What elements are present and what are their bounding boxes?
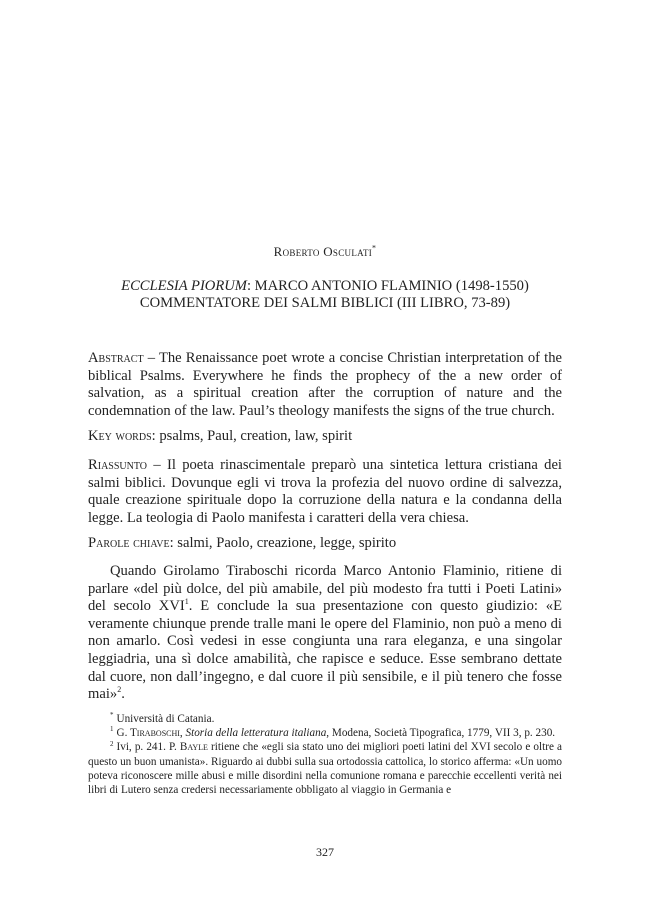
article-title (88, 278, 562, 312)
body-part-3: . (121, 686, 125, 703)
riassunto-label: Riassunto (88, 457, 148, 473)
riassunto-text: – Il poeta rinascimentale preparò una sintetica lettura cristiana dei salmi biblici. Dovunque egli vi trova la profezia del nuovo ordine di salvezza, quale creazione spirituale dopo la corruzione della natura e la condanna della legge. La teologia di Paolo manifesta i caratteri della vera chiesa. (88, 457, 562, 526)
footnote-2 (88, 740, 562, 797)
riassunto (88, 457, 562, 527)
footnote-1-author: G. Tiraboschi (116, 727, 180, 740)
footnote-ref-1: 1 (184, 597, 189, 607)
parole-label: Parole chiave (88, 535, 170, 551)
body-part-2: . E conclude la sua presentazione con questo giudizio: «E veramente chiunque prende tralle mani le opere del Flaminio, non può a meno di non amarlo. Così vedesi in esse congiunta una rara eleganza, e una singolar leggiadria, una sì dolce amabilità, che rapisce e seduce. Esse sembrano dettate dal cuore, non dall’ingegno, e dal cuore il più sensibile, e il più tenero che fosse mai» (88, 598, 562, 703)
footnote-1-rest: , Modena, Società Tipografica, 1779, VII 3, p. 230. (326, 727, 556, 740)
footnote-1 (88, 726, 562, 740)
keywords (88, 428, 562, 446)
footnote-2-author: Bayle (179, 741, 208, 754)
keywords-text: : psalms, Paul, creation, law, spirit (151, 428, 353, 444)
title-line-1 (88, 278, 562, 295)
parole-chiave (88, 535, 562, 553)
author-footnote-mark: * (372, 243, 377, 253)
body-part-1: Quando Girolamo Tiraboschi ricorda Marco Antonio Flaminio, ritiene di parlare «del più dolce, del più amabile, del più modesto fra tutti i Poeti Latini» del secolo XVI (88, 563, 562, 615)
footnote-1-work: Storia della letteratura italiana (185, 727, 327, 740)
parole-text: : salmi, Paolo, creazione, legge, spirito (169, 535, 397, 551)
abstract-text: – The Renaissance poet wrote a concise Christian interpretation of the biblical Psalms. Everywhere he finds the prophecy of the a new order of salvation, as a spiritual creation after the corruption of nature and the condemnation of the law. Paul’s theology manifests the signs of the true church. (88, 350, 562, 419)
footnote-2-lead: Ivi, p. 241. P. (116, 741, 180, 754)
abstract-label: Abstract (88, 350, 144, 366)
title-rest: : MARCO ANTONIO FLAMINIO (1498-1550) (246, 278, 529, 294)
body-paragraph (88, 563, 562, 704)
footnote-2-text: ritiene che «egli sia stato uno dei migliori poeti latini del XVI secolo e oltre a questo un buon umanista». Riguardo ai dubbi sulla sua ortodossia cattolica, lo storico afferma: «Un uomo poteva riconoscere mille abusi e mille disordini nella comunione romana e parecchie eccellenti verità nei libri di Lutero senza credersi necessariamente obbligato al viaggio in Germania e (88, 741, 562, 797)
footnote-1-mark: 1 (110, 725, 114, 734)
page-number: 327 (316, 845, 334, 859)
footnote-2-mark: 2 (110, 739, 114, 748)
footnote-star-text: Università di Catania. (116, 713, 215, 725)
author-name: Roberto Osculati (273, 244, 373, 259)
footnote-star (88, 712, 562, 726)
footnote-1-sep: , (179, 727, 186, 740)
author-line (88, 244, 562, 260)
footnotes (88, 712, 562, 797)
title-line-2: COMMENTATORE DEI SALMI BIBLICI (III LIBRO, 73-89) (139, 295, 511, 311)
abstract (88, 350, 562, 420)
keywords-label: Key words (88, 428, 152, 444)
footnote-star-mark: * (110, 711, 114, 720)
footnote-ref-2: 2 (117, 685, 122, 695)
title-italic: ECCLESIA PIORUM (121, 278, 247, 294)
